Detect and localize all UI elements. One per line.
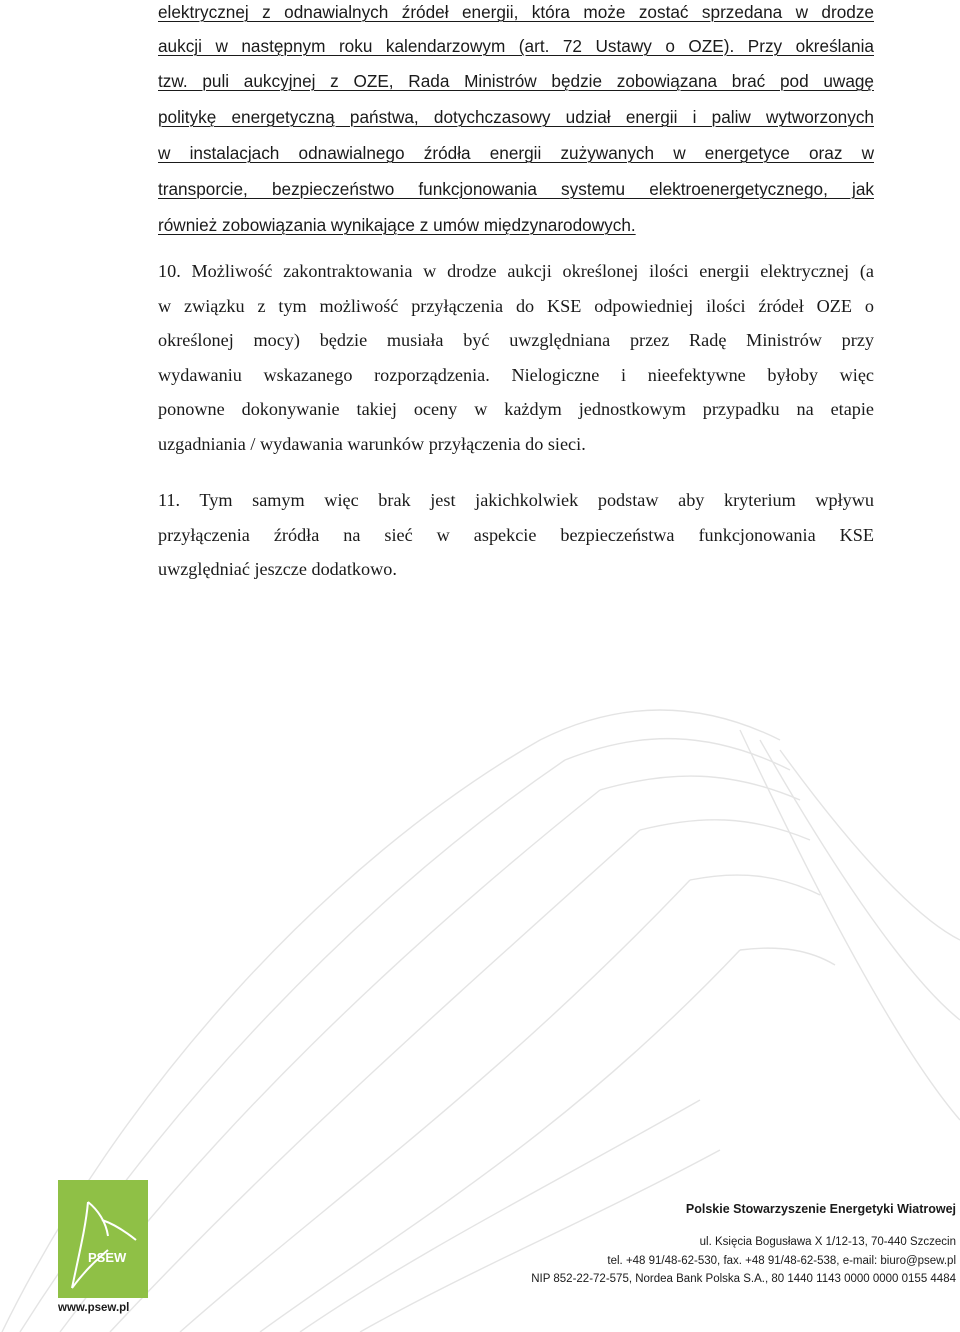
item-line: w związku z tym możliwość przyłączenia do KSE odpowiedniej ilości źródeł OZE o <box>158 295 874 316</box>
continuation-line: również zobowiązania wynikające z umów międzynarodowych. <box>158 215 636 235</box>
item-text: Możliwość zakontraktowania w drodze aukcji określonej ilości energii elektrycznej (a <box>191 261 874 281</box>
list-item-10 <box>158 254 874 461</box>
continuation-line: tzw. puli aukcyjnej z OZE, Rada Ministrów będzie zobowiązana brać pod uwagę <box>158 71 874 91</box>
continuation-line: transporcie, bezpieczeństwo funkcjonowania systemu elektroenergetycznego, jak <box>158 179 874 199</box>
logo-text: PSEW <box>88 1250 127 1265</box>
item-line <box>158 254 874 289</box>
item-line: przyłączenia źródła na sieć w aspekcie bezpieczeństwa funkcjonowania KSE <box>158 524 874 545</box>
item-number: 10. <box>158 261 181 281</box>
item-line: uzgadniania / wydawania warunków przyłączenia do sieci. <box>158 433 586 454</box>
psew-logo <box>58 1180 148 1298</box>
item-text: Tym samym więc brak jest jakichkolwiek podstaw aby kryterium wpływu <box>199 490 874 510</box>
continuation-line: elektrycznej z odnawialnych źródeł energii, która może zostać sprzedana w drodze <box>158 2 874 22</box>
item-line: wydawaniu wskazanego rozporządzenia. Nielogiczne i nieefektywne byłoby więc <box>158 364 874 385</box>
registry-details: NIP 852-22-72-575, Nordea Bank Polska S.A., 80 1440 1143 0000 0000 0155 4484 <box>531 1273 956 1285</box>
item-line: ponowne dokonywanie takiej oceny w każdym jednostkowym przypadku na etapie <box>158 399 874 419</box>
website-link[interactable]: www.psew.pl <box>58 1302 130 1314</box>
contact-details: tel. +48 91/48-62-530, fax. +48 91/48-62-538, e-mail: biuro@psew.pl <box>607 1254 956 1267</box>
address: ul. Księcia Bogusława X 1/12-13, 70-440 Szczecin <box>699 1236 956 1248</box>
continuation-line: politykę energetyczną państwa, dotychczasowy udział energii i paliw wytworzonych <box>158 107 874 127</box>
item-line <box>158 483 874 518</box>
footer-contact <box>531 1202 956 1289</box>
item-line: uwzględniać jeszcze dodatkowo. <box>158 559 397 579</box>
wind-turbine-logo-icon <box>58 1180 148 1298</box>
item-line: określonej mocy) będzie musiała być uwzględniana przez Radę Ministrów przy <box>158 330 874 350</box>
organization-name: Polskie Stowarzyszenie Energetyki Wiatrowej <box>685 1202 956 1216</box>
continuation-line: w instalacjach odnawialnego źródła energii zużywanych w energetyce oraz w <box>158 143 874 163</box>
list-item-11 <box>158 483 874 587</box>
item-number: 11. <box>158 490 181 510</box>
continuation-line: aukcji w następnym roku kalendarzowym (art. 72 Ustawy o OZE). Przy określania <box>158 36 874 56</box>
